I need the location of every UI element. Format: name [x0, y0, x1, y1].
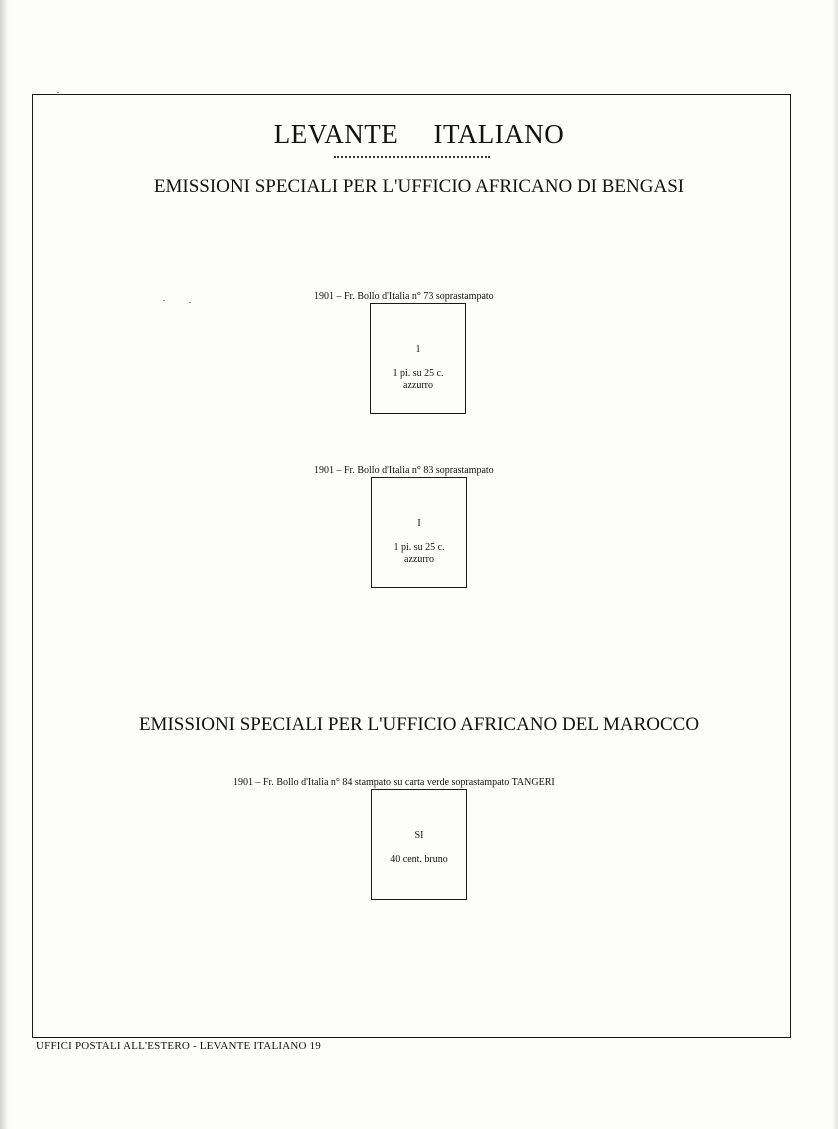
stamp-description [372, 854, 466, 866]
stamp-color: azzurro [403, 380, 433, 391]
page-edge-shadow-right [832, 0, 838, 1129]
stamp-space [370, 303, 466, 414]
stamp-caption: 1901 – Fr. Bollo d'Italia n° 84 stampato su carta verde soprastampato TANGERI [233, 777, 555, 788]
section-heading-bengasi: EMISSIONI SPECIALI PER L'UFFICIO AFRICANO DI BENGASI [153, 176, 685, 197]
page-edge-shadow-left [0, 0, 9, 1129]
page-footer: UFFICI POSTALI ALL'ESTERO - LEVANTE ITALIANO 19 [36, 1040, 322, 1052]
stamp-number: I [417, 518, 421, 529]
stamp-caption: 1901 – Fr. Bollo d'Italia n° 73 soprastampato [314, 291, 494, 302]
stamp-space [371, 477, 467, 588]
stamp-color: azzurro [404, 554, 434, 565]
stamp-number: SI [414, 830, 424, 841]
title-underline [334, 156, 490, 158]
stamp-description [371, 368, 465, 392]
stamp-value: 1 pi. su 25 c. [393, 542, 445, 553]
stamp-value: 40 cent. bruno [390, 854, 448, 865]
stamp-value: 1 pi. su 25 c. [392, 368, 444, 379]
stamp-number: 1 [415, 344, 421, 355]
page-title: LEVANTE ITALIANO [273, 119, 565, 149]
stamp-space [371, 789, 467, 900]
paper-speck [57, 92, 59, 93]
section-heading-marocco: EMISSIONI SPECIALI PER L'UFFICIO AFRICANO DEL MAROCCO [138, 714, 700, 735]
stamp-description [372, 542, 466, 566]
stamp-caption: 1901 – Fr. Bollo d'Italia n° 83 soprastampato [314, 465, 494, 476]
